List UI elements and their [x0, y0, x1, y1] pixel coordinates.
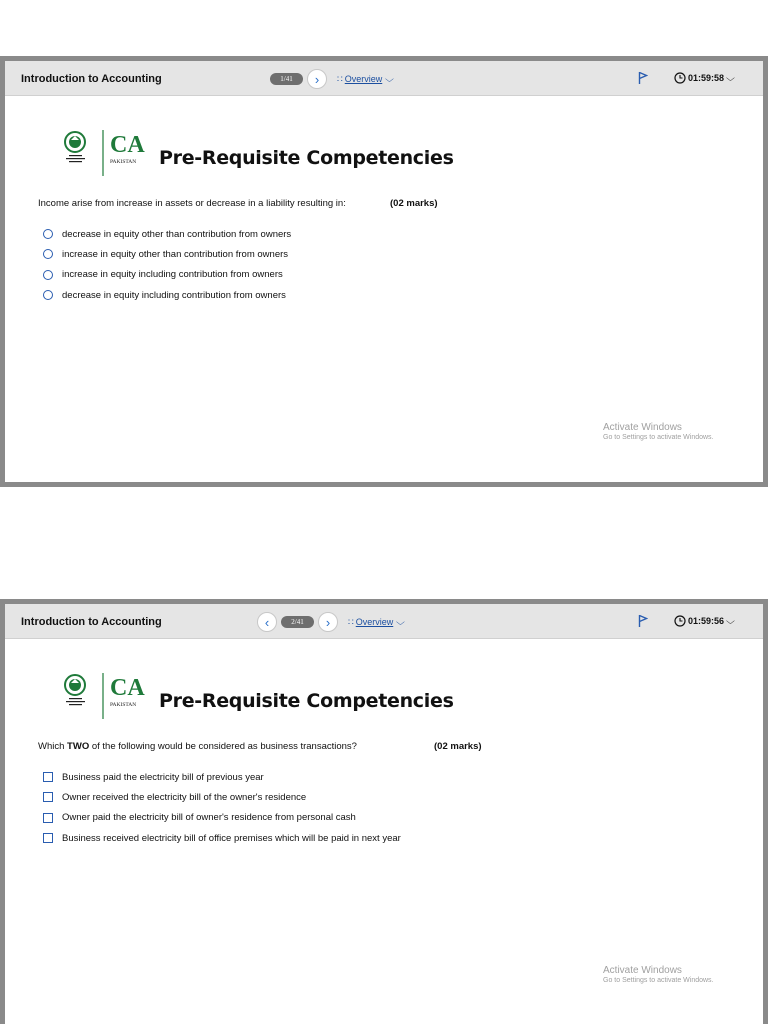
question-navigation — [257, 611, 404, 633]
grid-icon: ∷ — [337, 73, 341, 84]
chevron-down-icon: ⌵ — [385, 73, 395, 84]
answer-option[interactable] — [43, 767, 401, 787]
answer-option[interactable] — [43, 808, 401, 828]
question-emphasis: TWO — [67, 741, 90, 752]
option-label: increase in equity other than contribution from owners — [62, 248, 289, 260]
page-heading: Pre-Requisite Competencies — [159, 147, 454, 169]
activate-windows-watermark — [603, 965, 714, 984]
overview-label: Overview — [355, 617, 394, 627]
chevron-down-icon: ⌵ — [726, 72, 735, 83]
overview-dropdown[interactable] — [337, 74, 393, 85]
top-bar — [5, 61, 763, 96]
watermark-title: Activate Windows — [603, 422, 682, 433]
question-counter: 1/41 — [270, 73, 303, 85]
icap-logo — [57, 126, 157, 184]
exam-timer[interactable] — [674, 72, 734, 84]
question-prefix: Which — [38, 741, 68, 752]
answer-option[interactable] — [43, 787, 401, 807]
question-prefix: Income arise from increase in assets or decrease in a liability resulting in: — [38, 198, 346, 209]
question-text — [38, 198, 438, 209]
logo-pakistan-text: PAKISTAN — [110, 159, 137, 165]
previous-question-button[interactable] — [257, 612, 277, 632]
chevron-right-icon: › — [325, 614, 331, 630]
chevron-down-icon: ⌵ — [726, 615, 735, 626]
checkbox[interactable] — [43, 772, 53, 782]
option-label: increase in equity including contribution from owners — [62, 269, 283, 281]
question-marks: (02 marks) — [434, 741, 482, 752]
radio-button[interactable] — [43, 290, 53, 300]
grid-icon: ∷ — [348, 616, 352, 627]
clock-icon — [674, 72, 686, 84]
app-title: Introduction to Accounting — [21, 73, 162, 85]
flag-icon[interactable] — [638, 614, 648, 628]
answer-option[interactable] — [43, 224, 291, 244]
watermark-subtitle: Go to Settings to activate Windows. — [603, 434, 714, 441]
top-bar — [5, 604, 763, 639]
logo-ca-text: CA — [110, 675, 145, 701]
option-label: Business received electricity bill of office premises which will be paid in next year — [62, 832, 401, 844]
flag-icon[interactable] — [638, 71, 648, 85]
timer-value: 01:59:58 — [688, 73, 725, 83]
watermark-subtitle: Go to Settings to activate Windows. — [603, 977, 714, 984]
chevron-right-icon: › — [314, 71, 320, 87]
question-text — [38, 741, 482, 752]
answer-option[interactable] — [43, 265, 291, 285]
overview-dropdown[interactable] — [348, 617, 404, 628]
next-question-button[interactable] — [318, 612, 338, 632]
question-navigation — [266, 68, 393, 90]
checkbox[interactable] — [43, 792, 53, 802]
logo-pakistan-text: PAKISTAN — [110, 702, 137, 708]
radio-button[interactable] — [43, 270, 53, 280]
answer-options — [43, 224, 291, 305]
question-marks: (02 marks) — [390, 198, 438, 209]
chevron-left-icon: ‹ — [264, 614, 270, 630]
option-label: Owner paid the electricity bill of owner's residence from personal cash — [62, 812, 356, 824]
option-label: Business paid the electricity bill of previous year — [62, 771, 264, 783]
radio-button[interactable] — [43, 249, 53, 259]
page-heading: Pre-Requisite Competencies — [159, 690, 454, 712]
answer-options — [43, 767, 401, 848]
answer-option[interactable] — [43, 828, 401, 848]
option-label: Owner received the electricity bill of the owner's residence — [62, 791, 307, 803]
exam-timer[interactable] — [674, 615, 734, 627]
timer-value: 01:59:56 — [688, 616, 725, 626]
question-suffix: of the following would be considered as business transactions? — [89, 741, 357, 752]
exam-screen-1 — [0, 56, 768, 487]
answer-option[interactable] — [43, 285, 291, 305]
clock-icon — [674, 615, 686, 627]
watermark-title: Activate Windows — [603, 965, 682, 976]
icap-logo — [57, 669, 157, 727]
next-question-button[interactable] — [307, 69, 327, 89]
answer-option[interactable] — [43, 244, 291, 264]
overview-label: Overview — [344, 74, 383, 84]
exam-screen-2 — [0, 599, 768, 1024]
logo-ca-text: CA — [110, 132, 145, 158]
app-title: Introduction to Accounting — [21, 616, 162, 628]
option-label: decrease in equity other than contribution from owners — [62, 228, 292, 240]
radio-button[interactable] — [43, 229, 53, 239]
chevron-down-icon: ⌵ — [396, 616, 406, 627]
option-label: decrease in equity including contribution from owners — [62, 289, 286, 301]
question-counter: 2/41 — [281, 616, 314, 628]
checkbox[interactable] — [43, 833, 53, 843]
checkbox[interactable] — [43, 813, 53, 823]
activate-windows-watermark — [603, 422, 714, 441]
